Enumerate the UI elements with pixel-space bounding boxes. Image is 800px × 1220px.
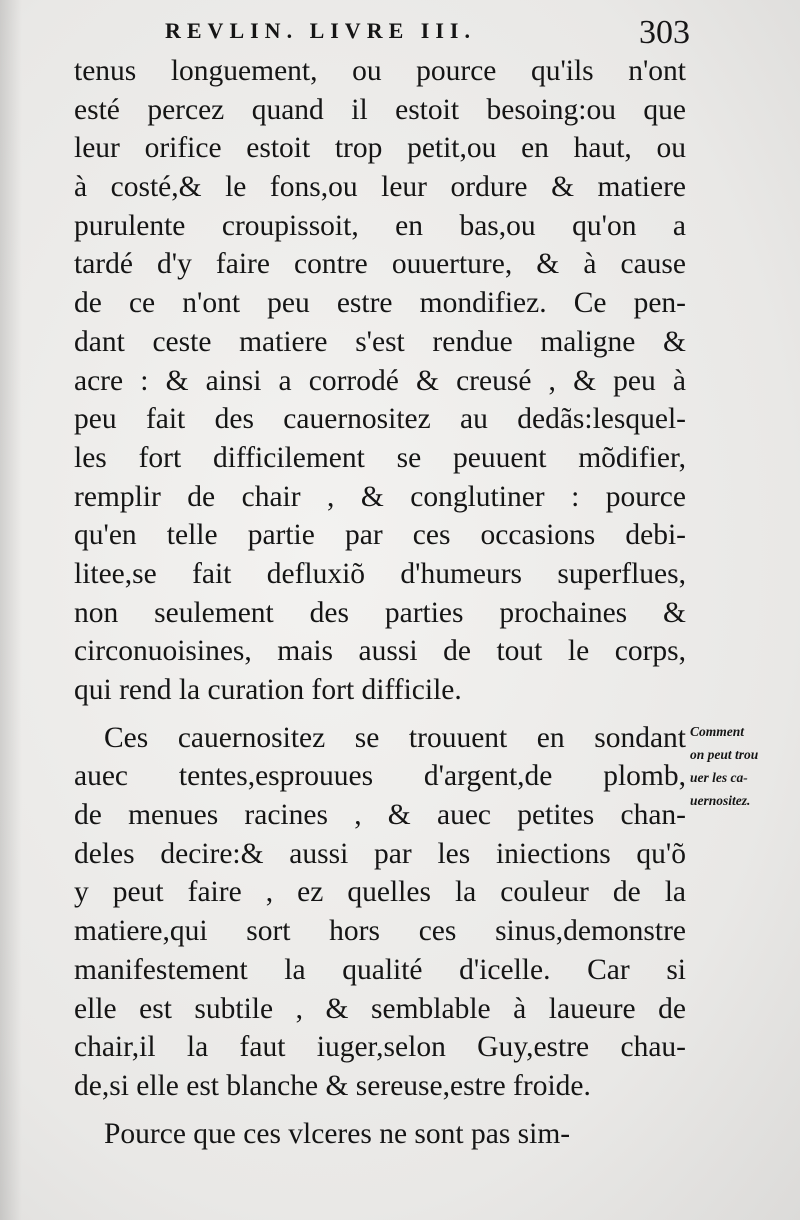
text-line: de,si elle est blanche & sereuse,estre froide. [74,1069,591,1102]
text-line: elle est subtile , & semblable à laueure de [74,992,686,1025]
text-line: manifestement la qualité d'icelle. Car si [74,953,686,986]
text-line: Ces cauernositez se trouuent en sondant [104,721,686,754]
text-line: chair,il la faut iuger,selon Guy,estre chau- [74,1031,686,1064]
text-line: litee,se fait defluxiõ d'humeurs superflues, [74,557,686,590]
body-text [74,52,686,1153]
marginal-note-line: on peut trou [690,747,759,762]
page-header [150,14,690,54]
text-line: peu fait des cauernositez au dedãs:lesquel- [74,403,686,436]
text-line: acre : & ainsi a corrodé & creusé , & peu à [74,364,686,397]
text-line: de menues racines , & auec petites chan- [74,799,686,832]
running-head: REVLIN. LIVRE III. [165,18,476,43]
marginal-note-line: Comment [690,724,745,739]
page-number: 303 [639,14,690,51]
text-line: purulente croupissoit, en bas,ou qu'on a [74,209,686,242]
text-line: deles decire:& aussi par les iniections qu'õ [74,837,686,870]
text-line: remplir de chair , & conglutiner : pource [74,480,686,513]
text-line: Pource que ces vlceres ne sont pas sim- [104,1117,571,1150]
text-line: matiere,qui sort hors ces sinus,demonstre [74,915,686,948]
marginal-note [690,720,800,812]
text-line: circonuoisines, mais aussi de tout le corps, [74,635,686,668]
text-line: à costé,& le fons,ou leur ordure & matiere [74,171,686,204]
marginal-note-line: uernositez. [690,793,751,808]
text-line: leur orifice estoit trop petit,ou en haut, ou [74,132,686,165]
text-line: tardé d'y faire contre ouuerture, & à cause [74,248,686,281]
text-line: y peut faire , ez quelles la couleur de la [74,876,686,909]
text-line: non seulement des parties prochaines & [74,596,686,629]
text-line: qu'en telle partie par ces occasions debi- [74,519,686,552]
text-line: dant ceste matiere s'est rendue maligne & [74,325,686,358]
text-line: auec tentes,esprouues d'argent,de plomb, [74,760,686,793]
marginal-note-line: uer les ca- [690,770,748,785]
text-line: qui rend la curation fort difficile. [74,674,462,706]
text-line: les fort difficilement se peuuent mõdifier, [74,441,686,474]
text-line: esté percez quand il estoit besoing:ou que [74,93,686,126]
text-line: de ce n'ont peu estre mondifiez. Ce pen- [74,287,686,320]
page-spine-shadow [0,0,22,1220]
text-line: tenus longuement, ou pource qu'ils n'ont [74,55,686,87]
